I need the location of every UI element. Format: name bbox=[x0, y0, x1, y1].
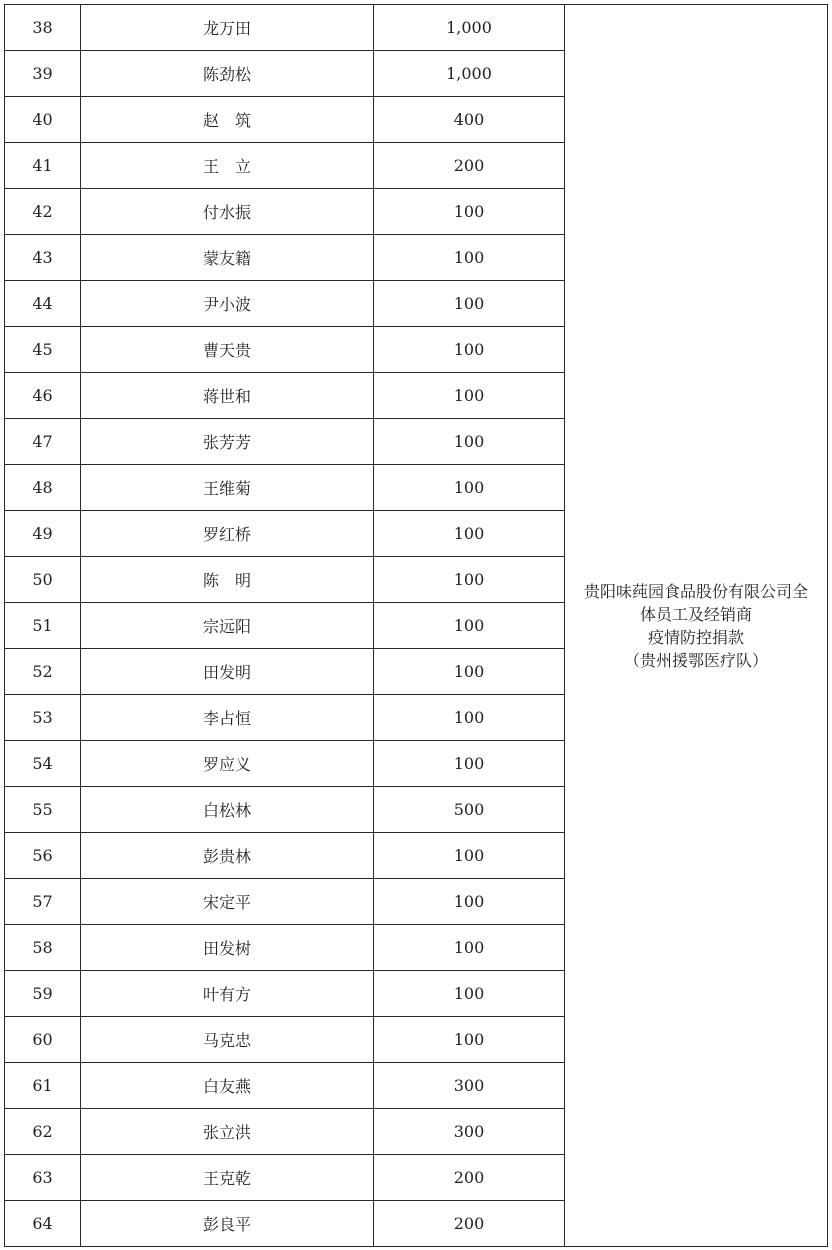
row-number-cell: 46 bbox=[5, 373, 81, 419]
donor-name-cell: 王 立 bbox=[81, 143, 374, 189]
row-number-cell: 53 bbox=[5, 695, 81, 741]
donation-amount-cell: 100 bbox=[374, 189, 565, 235]
donor-name-cell: 彭贵林 bbox=[81, 833, 374, 879]
donation-amount-cell: 300 bbox=[374, 1063, 565, 1109]
donor-name-cell: 罗红桥 bbox=[81, 511, 374, 557]
donor-name-cell: 田发明 bbox=[81, 649, 374, 695]
row-number-cell: 49 bbox=[5, 511, 81, 557]
donor-name-cell: 罗应义 bbox=[81, 741, 374, 787]
donation-amount-cell: 500 bbox=[374, 787, 565, 833]
donor-name-cell: 陈劲松 bbox=[81, 51, 374, 97]
donor-name-cell: 尹小波 bbox=[81, 281, 374, 327]
donor-name-cell: 付水振 bbox=[81, 189, 374, 235]
remark-text-line: （贵州援鄂医疗队） bbox=[623, 650, 768, 670]
table-row bbox=[5, 5, 828, 51]
donation-amount-cell: 100 bbox=[374, 419, 565, 465]
row-number-cell: 39 bbox=[5, 51, 81, 97]
donation-amount-cell: 200 bbox=[374, 1155, 565, 1201]
donation-amount-cell: 100 bbox=[374, 327, 565, 373]
donor-name-cell: 李占恒 bbox=[81, 695, 374, 741]
donor-name-cell: 王克乾 bbox=[81, 1155, 374, 1201]
row-number-cell: 58 bbox=[5, 925, 81, 971]
donation-amount-cell: 100 bbox=[374, 281, 565, 327]
row-number-cell: 57 bbox=[5, 879, 81, 925]
donor-name-cell: 宋定平 bbox=[81, 879, 374, 925]
donor-name-cell: 蒋世和 bbox=[81, 373, 374, 419]
donation-amount-cell: 100 bbox=[374, 971, 565, 1017]
donor-name-cell: 陈 明 bbox=[81, 557, 374, 603]
row-number-cell: 44 bbox=[5, 281, 81, 327]
row-number-cell: 54 bbox=[5, 741, 81, 787]
remark-cell bbox=[565, 5, 828, 1247]
donor-name-cell: 彭良平 bbox=[81, 1201, 374, 1247]
donor-name-cell: 曹天贵 bbox=[81, 327, 374, 373]
donation-table bbox=[4, 4, 828, 1247]
donation-amount-cell: 100 bbox=[374, 511, 565, 557]
donation-amount-cell: 100 bbox=[374, 557, 565, 603]
donation-amount-cell: 100 bbox=[374, 741, 565, 787]
donor-name-cell: 赵 筑 bbox=[81, 97, 374, 143]
donor-name-cell: 白友燕 bbox=[81, 1063, 374, 1109]
row-number-cell: 47 bbox=[5, 419, 81, 465]
row-number-cell: 63 bbox=[5, 1155, 81, 1201]
donation-amount-cell: 100 bbox=[374, 603, 565, 649]
donation-amount-cell: 300 bbox=[374, 1109, 565, 1155]
donor-name-cell: 张芳芳 bbox=[81, 419, 374, 465]
donor-name-cell: 叶有方 bbox=[81, 971, 374, 1017]
donor-name-cell: 龙万田 bbox=[81, 5, 374, 51]
donation-amount-cell: 1,000 bbox=[374, 51, 565, 97]
donor-name-cell: 宗远阳 bbox=[81, 603, 374, 649]
row-number-cell: 61 bbox=[5, 1063, 81, 1109]
donor-name-cell: 张立洪 bbox=[81, 1109, 374, 1155]
row-number-cell: 40 bbox=[5, 97, 81, 143]
row-number-cell: 45 bbox=[5, 327, 81, 373]
donation-amount-cell: 400 bbox=[374, 97, 565, 143]
donation-amount-cell: 100 bbox=[374, 925, 565, 971]
remark-text-line: 疫情防控捐款 bbox=[647, 627, 744, 647]
row-number-cell: 38 bbox=[5, 5, 81, 51]
donor-name-cell: 蒙友籍 bbox=[81, 235, 374, 281]
donation-amount-cell: 100 bbox=[374, 1017, 565, 1063]
remark-text-line: 体员工及经销商 bbox=[639, 604, 752, 624]
donation-amount-cell: 100 bbox=[374, 235, 565, 281]
row-number-cell: 50 bbox=[5, 557, 81, 603]
donor-name-cell: 马克忠 bbox=[81, 1017, 374, 1063]
donation-amount-cell: 100 bbox=[374, 833, 565, 879]
row-number-cell: 48 bbox=[5, 465, 81, 511]
donation-amount-cell: 100 bbox=[374, 465, 565, 511]
donation-amount-cell: 100 bbox=[374, 879, 565, 925]
donor-name-cell: 田发树 bbox=[81, 925, 374, 971]
row-number-cell: 51 bbox=[5, 603, 81, 649]
row-number-cell: 42 bbox=[5, 189, 81, 235]
row-number-cell: 62 bbox=[5, 1109, 81, 1155]
row-number-cell: 56 bbox=[5, 833, 81, 879]
row-number-cell: 43 bbox=[5, 235, 81, 281]
donation-amount-cell: 1,000 bbox=[374, 5, 565, 51]
donation-amount-cell: 200 bbox=[374, 1201, 565, 1247]
donation-amount-cell: 100 bbox=[374, 649, 565, 695]
donation-amount-cell: 100 bbox=[374, 695, 565, 741]
row-number-cell: 64 bbox=[5, 1201, 81, 1247]
row-number-cell: 59 bbox=[5, 971, 81, 1017]
donation-amount-cell: 100 bbox=[374, 373, 565, 419]
donor-name-cell: 王维菊 bbox=[81, 465, 374, 511]
donation-amount-cell: 200 bbox=[374, 143, 565, 189]
remark-text-line: 贵阳味莼园食品股份有限公司全 bbox=[583, 581, 808, 601]
row-number-cell: 55 bbox=[5, 787, 81, 833]
row-number-cell: 52 bbox=[5, 649, 81, 695]
donor-name-cell: 白松林 bbox=[81, 787, 374, 833]
row-number-cell: 60 bbox=[5, 1017, 81, 1063]
row-number-cell: 41 bbox=[5, 143, 81, 189]
donation-table-body bbox=[5, 5, 828, 1247]
